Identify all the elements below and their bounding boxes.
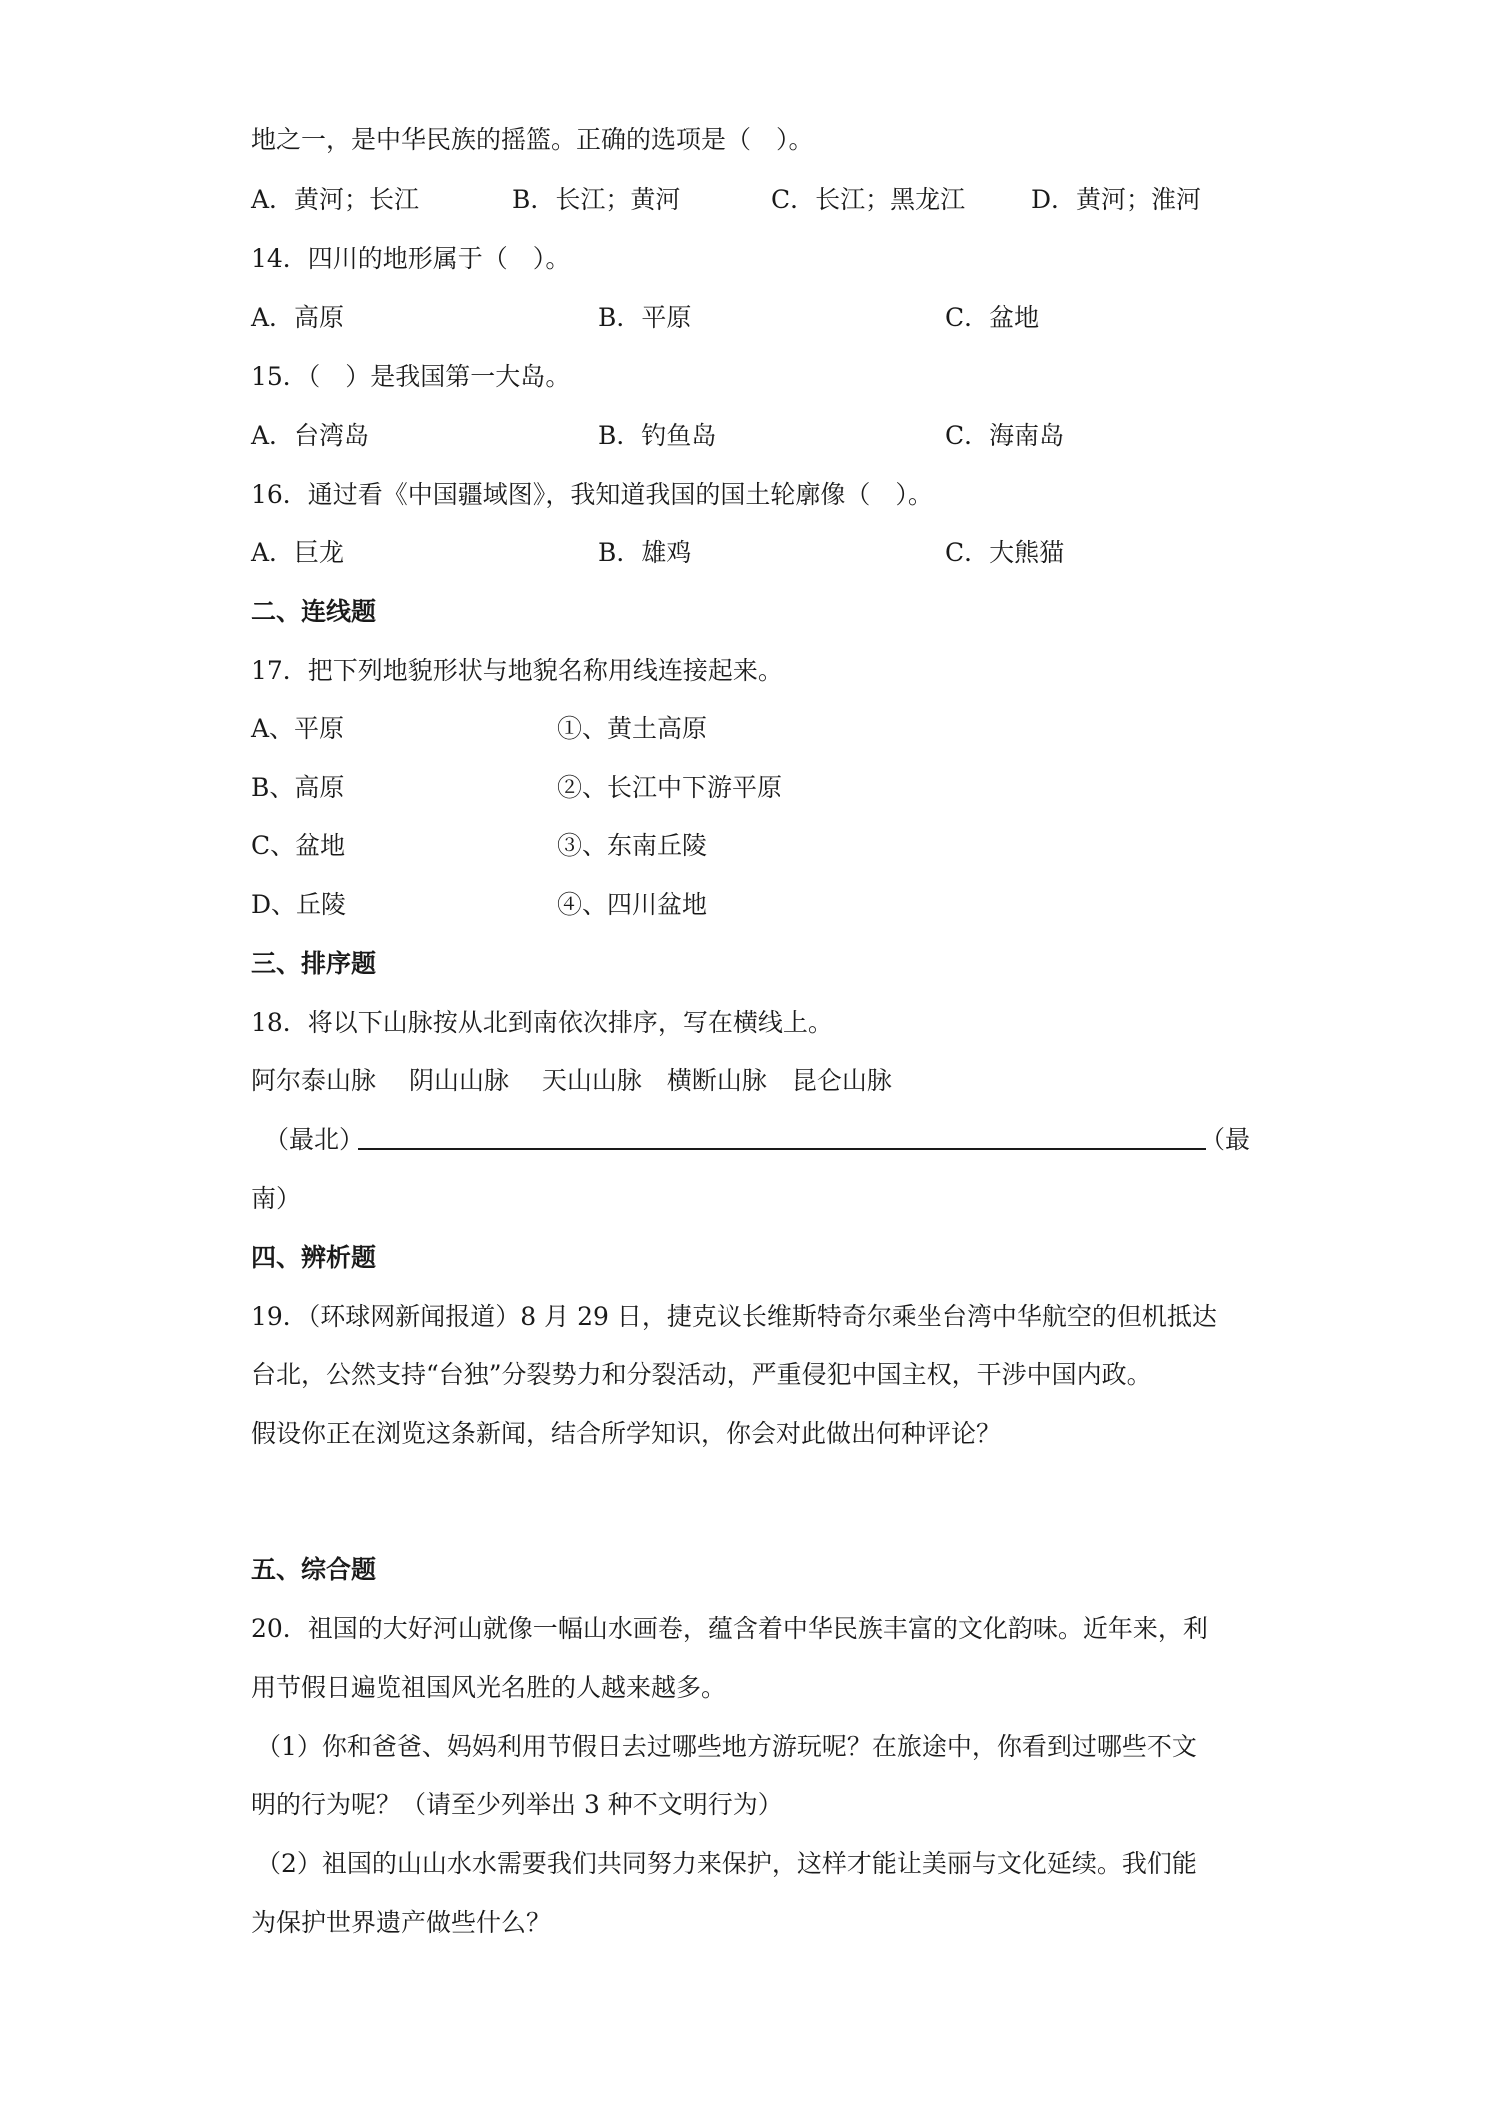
section-heading-comprehensive: 五、综合题 xyxy=(251,1555,377,1584)
q16-option-a: A．巨龙 xyxy=(251,538,345,567)
q14-question: 14．四川的地形属于（ ）。 xyxy=(251,244,571,273)
q17-left-item: C、盆地 xyxy=(251,831,346,860)
q13-option-b: B．长江；黄河 xyxy=(512,185,681,214)
q17-right-item: ②、长江中下游平原 xyxy=(557,773,783,802)
q13-tail-text: 地之一，是中华民族的摇篮。正确的选项是（ ）。 xyxy=(251,125,814,154)
q17-left-item: B、高原 xyxy=(251,773,345,802)
q18-south-label: （最 xyxy=(1200,1125,1251,1154)
section-heading-matching: 二、连线题 xyxy=(251,597,377,626)
q14-option-c: C．盆地 xyxy=(945,303,1040,332)
q15-question: 15．（ ）是我国第一大岛。 xyxy=(251,362,571,391)
q18-question: 18．将以下山脉按从北到南依次排序，写在横线上。 xyxy=(251,1008,833,1037)
q20-paragraph-line: 20．祖国的大好河山就像一幅山水画卷，蕴含着中华民族丰富的文化韵味。近年来，利 xyxy=(251,1614,1208,1643)
q17-left-item: A、平原 xyxy=(251,714,345,743)
q18-answer-line[interactable] xyxy=(358,1148,1206,1150)
q19-paragraph-line: 19．（环球网新闻报道）8 月 29 日，捷克议长维斯特奇尔乘坐台湾中华航空的但机抵达 xyxy=(251,1302,1217,1331)
q20-subquestion-2: （2）祖国的山山水水需要我们共同努力来保护，这样才能让美丽与文化延续。我们能 xyxy=(256,1849,1197,1878)
q20-paragraph-line: 用节假日遍览祖国风光名胜的人越来越多。 xyxy=(251,1673,727,1702)
q17-question: 17．把下列地貌形状与地貌名称用线连接起来。 xyxy=(251,656,783,685)
q13-option-d: D．黄河；淮河 xyxy=(1031,185,1202,214)
q20-subquestion-1: （1）你和爸爸、妈妈利用节假日去过哪些地方游玩呢？在旅途中，你看到过哪些不文 xyxy=(256,1732,1197,1761)
q16-option-c: C．大熊猫 xyxy=(945,538,1065,567)
q13-option-a: A．黄河；长江 xyxy=(251,185,420,214)
q15-option-a: A．台湾岛 xyxy=(251,421,370,450)
q16-question: 16．通过看《中国疆域图》，我知道我国的国土轮廓像（ ）。 xyxy=(251,480,933,509)
q17-right-item: ①、黄土高原 xyxy=(557,714,708,743)
q20-subquestion-2-cont: 为保护世界遗产做些什么？ xyxy=(251,1908,552,1937)
section-heading-ordering: 三、排序题 xyxy=(251,949,377,978)
q18-mountain-list: 阿尔泰山脉 阴山山脉 天山山脉 横断山脉 昆仑山脉 xyxy=(251,1066,892,1095)
q13-option-c: C．长江；黑龙江 xyxy=(771,185,966,214)
q15-option-b: B．钓鱼岛 xyxy=(598,421,717,450)
section-heading-analysis: 四、辨析题 xyxy=(251,1243,377,1272)
q15-option-c: C．海南岛 xyxy=(945,421,1065,450)
q14-option-a: A．高原 xyxy=(251,303,345,332)
q14-option-b: B．平原 xyxy=(598,303,692,332)
q17-right-item: ④、四川盆地 xyxy=(557,890,708,919)
q19-prompt: 假设你正在浏览这条新闻，结合所学知识，你会对此做出何种评论？ xyxy=(251,1419,1002,1448)
q18-north-label: （最北） xyxy=(264,1125,365,1154)
q19-paragraph-line: 台北，公然支持“台独”分裂势力和分裂活动，严重侵犯中国主权，干涉中国内政。 xyxy=(251,1360,1152,1389)
q16-option-b: B．雄鸡 xyxy=(598,538,692,567)
q20-subquestion-1-cont: 明的行为呢？（请至少列举出 3 种不文明行为） xyxy=(251,1790,783,1819)
q17-left-item: D、丘陵 xyxy=(251,890,347,919)
q17-right-item: ③、东南丘陵 xyxy=(557,831,708,860)
q18-south-label-wrap: 南） xyxy=(251,1184,302,1213)
